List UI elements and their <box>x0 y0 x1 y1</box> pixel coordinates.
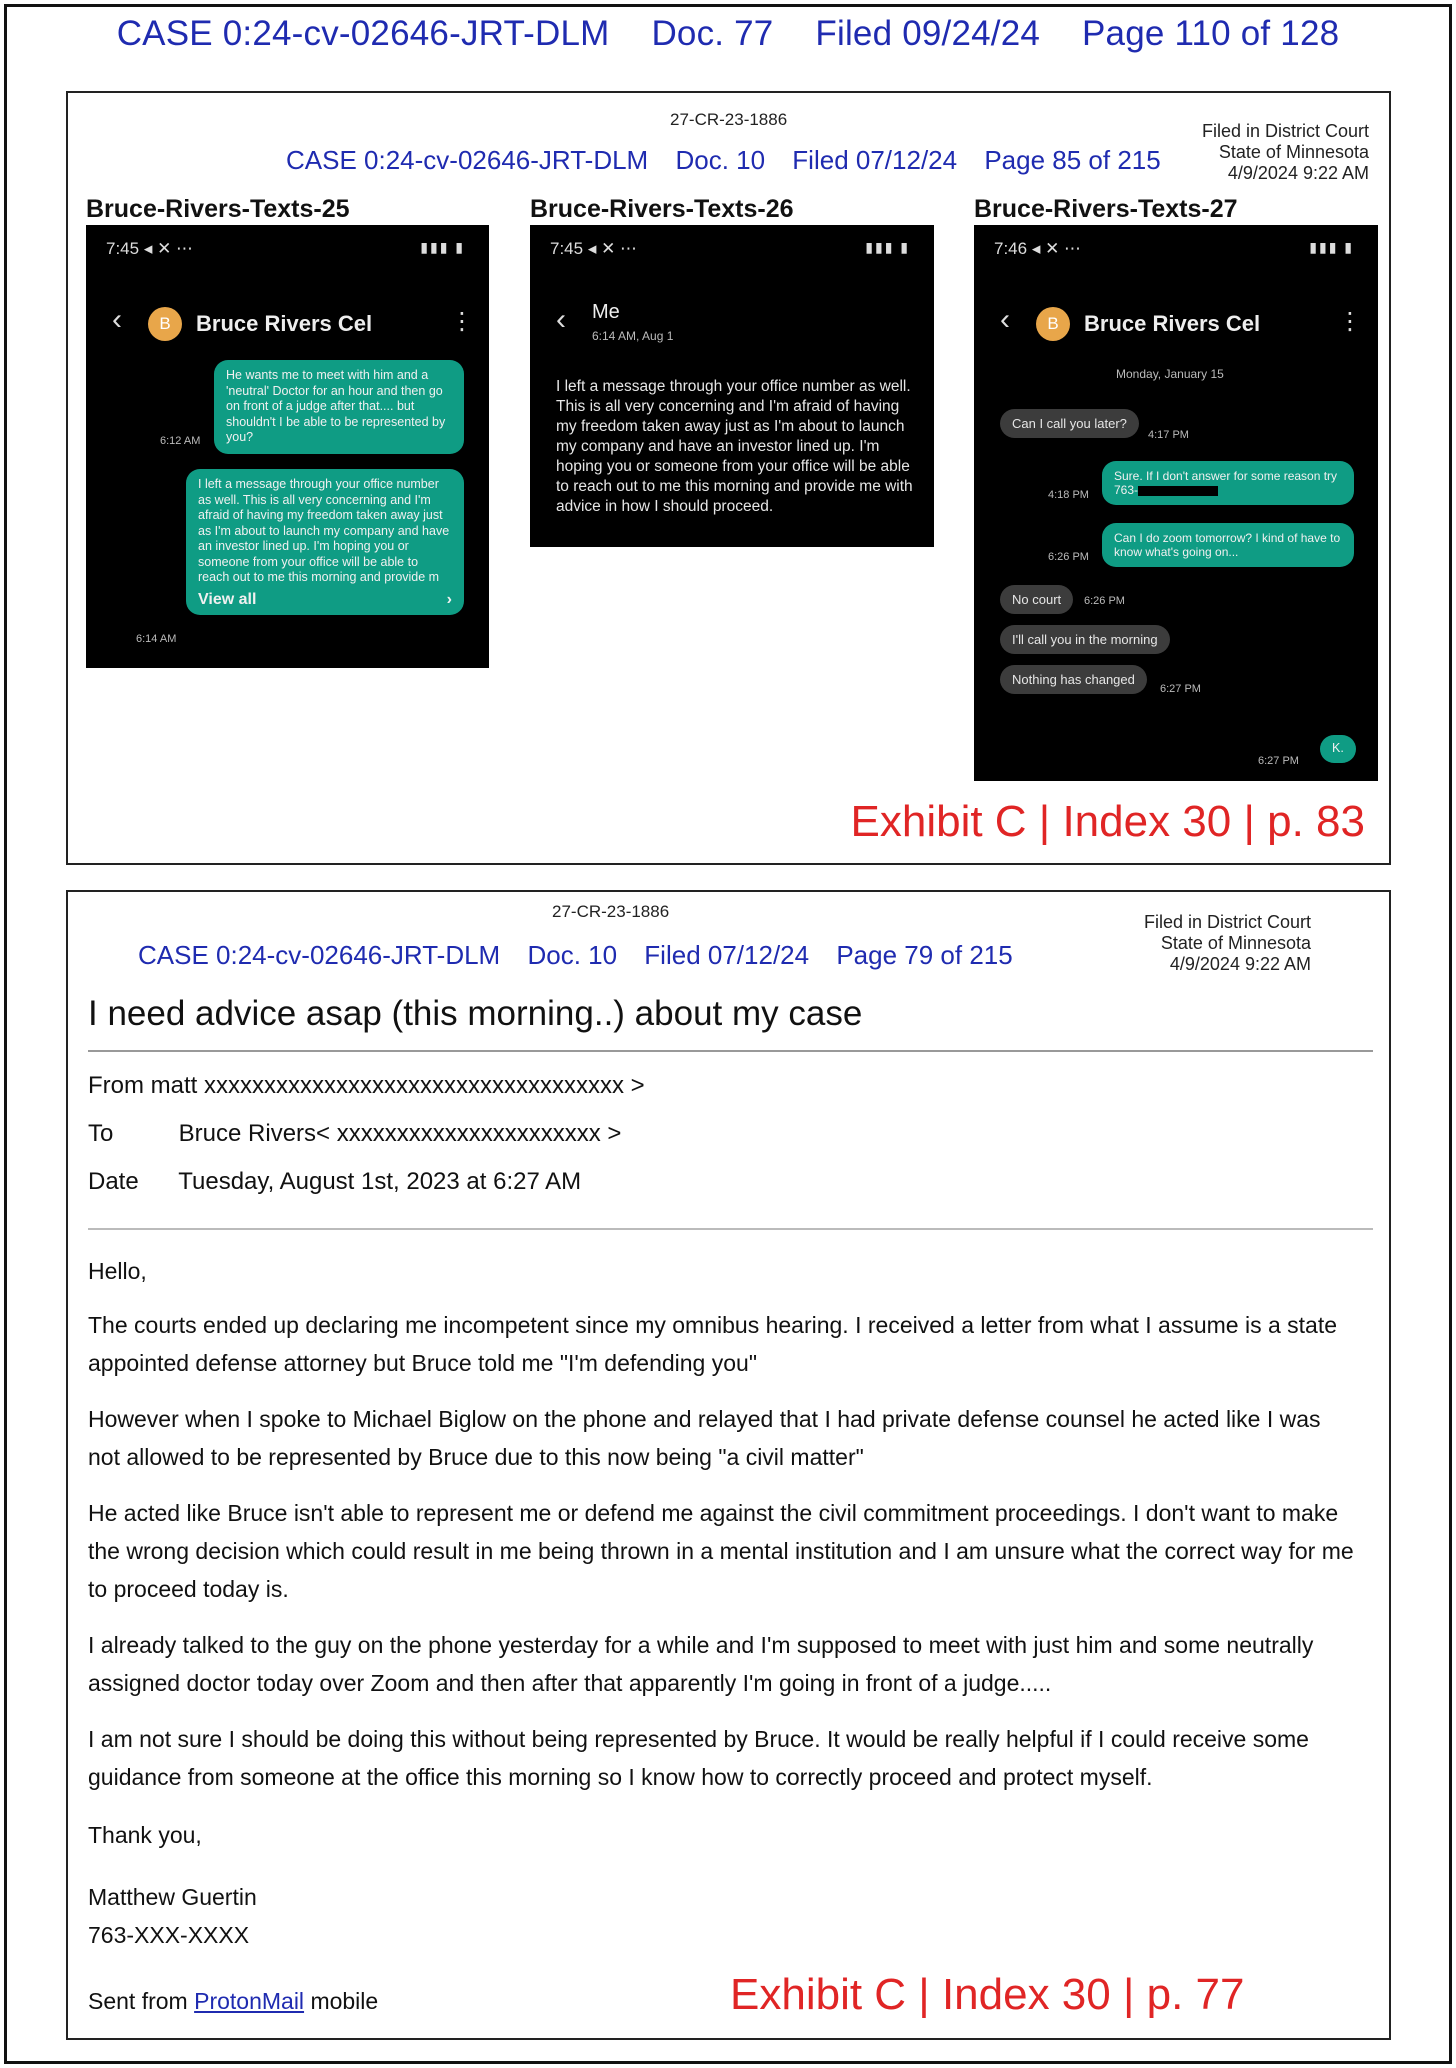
status-signal-icon: ▮▮▮ ▮ <box>1309 239 1354 255</box>
date-divider: Monday, January 15 <box>1116 367 1224 381</box>
sub-filing-header: CASE 0:24-cv-02646-JRT-DLM Doc. 10 Filed 07/12/24 Page 79 of 215 <box>138 940 1013 970</box>
email-from-value: matt xxxxxxxxxxxxxxxxxxxxxxxxxxxxxxxxxxx > <box>150 1072 645 1099</box>
signature-phone: 763-XXX-XXXX <box>88 1922 250 1948</box>
divider <box>88 1228 1373 1230</box>
contact-name: Me <box>592 301 620 323</box>
court-filing-header <box>0 14 1456 54</box>
screenshot-title: Bruce-Rivers-Texts-27 <box>974 195 1238 223</box>
protonmail-link[interactable]: ProtonMail <box>194 1988 305 2014</box>
more-options-icon: ⋮ <box>1338 308 1362 335</box>
phone-screenshot-27 <box>974 225 1378 781</box>
exhibit-panel-email <box>66 890 1391 2040</box>
chevron-right-icon: › <box>446 590 452 608</box>
phone-screenshot-25 <box>86 225 489 668</box>
message-bubble-sent: K. <box>1320 735 1356 763</box>
signature-name: Matthew Guertin <box>88 1884 257 1910</box>
case-number: CASE 0:24-cv-02646-JRT-DLM <box>116 14 610 53</box>
message-timestamp: 6:27 PM <box>1160 683 1201 695</box>
email-paragraph: I am not sure I should be doing this without being represented by Bruce. It would be really helpful if I could receive some guidance from someone at the office this morning so I know how to correctly proceed and protect myself. <box>88 1726 1309 1790</box>
email-paragraph: The courts ended up declaring me incompetent since my omnibus hearing. I received a letter from what I assume is a state appointed defense attorney but Bruce told me "I'm defending you" <box>88 1312 1338 1376</box>
status-time: 7:45 ◂ ✕ ⋯ <box>106 239 194 258</box>
page-number: Page 110 of 128 <box>1081 14 1340 53</box>
exhibit-label: Exhibit C | Index 30 | p. 83 <box>850 797 1365 846</box>
status-time: 7:46 ◂ ✕ ⋯ <box>994 239 1082 258</box>
sub-filing-header: CASE 0:24-cv-02646-JRT-DLM Doc. 10 Filed 07/12/24 Page 85 of 215 <box>286 145 1161 175</box>
divider <box>88 1050 1373 1052</box>
doc-number: Doc. 77 <box>651 14 774 53</box>
avatar: B <box>1036 307 1070 341</box>
message-timestamp: 6:14 AM <box>136 633 177 645</box>
message-timestamp: 6:12 AM <box>160 435 201 447</box>
filed-stamp: Filed in District Court State of Minnesota 4/9/2024 9:22 AM <box>1201 121 1369 183</box>
message-timestamp: 6:26 PM <box>1048 551 1089 563</box>
back-chevron-icon: ‹ <box>1000 303 1010 336</box>
email-paragraph: He acted like Bruce isn't able to represent me or defend me against the civil commitment proceedings. I don't want to make the wrong decision which could result in me being thrown in a mental institution and I am unsure what the correct way for me to proceed today is. <box>88 1500 1354 1602</box>
state-case-number: 27-CR-23-1886 <box>670 110 788 129</box>
filed-stamp: Filed in District Court State of Minnesota 4/9/2024 9:22 AM <box>1143 912 1311 974</box>
email-to-value: Bruce Rivers< xxxxxxxxxxxxxxxxxxxxxx > <box>178 1120 622 1147</box>
view-all-link: View all › <box>198 590 452 608</box>
back-chevron-icon: ‹ <box>112 303 122 336</box>
contact-name: Bruce Rivers Cel <box>196 311 373 336</box>
email-date-value: Tuesday, August 1st, 2023 at 6:27 AM <box>178 1168 582 1195</box>
message-bubble-received: I'll call you in the morning <box>1000 625 1170 654</box>
email-paragraph: However when I spoke to Michael Biglow on the phone and relayed that I had private defense counsel he acted like I was not allowed to be represented by Bruce due to this now being "a civil matter" <box>88 1406 1321 1470</box>
screenshot-title: Bruce-Rivers-Texts-25 <box>86 195 350 223</box>
message-timestamp: 4:18 PM <box>1048 489 1089 501</box>
email-greeting: Hello, <box>88 1258 147 1284</box>
screenshot-title: Bruce-Rivers-Texts-26 <box>530 195 794 223</box>
exhibit-panel-texts <box>66 91 1391 865</box>
filed-date: Filed 09/24/24 <box>815 14 1041 53</box>
message-bubble-received: No court <box>1000 585 1073 614</box>
email-subject: I need advice asap (this morning..) about my case <box>88 994 863 1033</box>
back-chevron-icon: ‹ <box>556 303 566 336</box>
contact-name: Bruce Rivers Cel <box>1084 311 1261 336</box>
message-bubble-sent: Can I do zoom tomorrow? I kind of have to know what's going on... <box>1102 523 1354 567</box>
message-bubble-sent: Sure. If I don't answer for some reason try 763- <box>1102 461 1354 505</box>
message-timestamp: 6:27 PM <box>1258 755 1299 767</box>
message-bubble-sent: He wants me to meet with him and a 'neutral' Doctor for an hour and then go on front of a judge after that.... but shouldn't I be able to be represented by you? <box>214 360 464 454</box>
state-case-number: 27-CR-23-1886 <box>552 902 670 921</box>
email-from-row: From matt xxxxxxxxxxxxxxxxxxxxxxxxxxxxxxxxxxx > <box>88 1072 645 1099</box>
phone-screenshot-26 <box>530 225 934 547</box>
email-to-row: To Bruce Rivers< xxxxxxxxxxxxxxxxxxxxxx > <box>88 1120 622 1147</box>
message-timestamp: 4:17 PM <box>1148 429 1189 441</box>
status-signal-icon: ▮▮▮ ▮ <box>420 239 465 255</box>
status-time: 7:45 ◂ ✕ ⋯ <box>550 239 638 258</box>
redaction-bar <box>1138 486 1218 496</box>
email-paragraph: I already talked to the guy on the phone yesterday for a while and I'm supposed to meet with just him and some neutrally assigned doctor today over Zoom and then after that apparently I'm going in front of a judge..... <box>88 1632 1314 1696</box>
avatar: B <box>148 307 182 341</box>
exhibit-label: Exhibit C | Index 30 | p. 77 <box>730 1970 1245 2019</box>
message-bubble-received: Can I call you later? <box>1000 409 1139 438</box>
sent-from-line: Sent from ProtonMail mobile <box>88 1988 379 2014</box>
message-text: I left a message through your office number as well. This is all very concerning and I'm afraid of having my freedom taken away just as I'm about to launch my company and have an investor lined up. I'm hoping you or someone from your office will be able to reach out to me this morning and provide me with advice in how I should proceed. <box>556 378 913 515</box>
email-date-row: Date Tuesday, August 1st, 2023 at 6:27 AM <box>88 1168 582 1195</box>
more-options-icon: ⋮ <box>450 308 474 335</box>
message-timestamp: 6:26 PM <box>1084 595 1125 607</box>
message-bubble-sent: I left a message through your office number as well. This is all very concerning and I'm afraid of having my freedom taken away just as I'm about to launch my company and have an investor lined up. I'm hoping you or someone from your office will be able to reach out to me this morning and provide m View all › <box>186 469 464 615</box>
message-bubble-received: Nothing has changed <box>1000 665 1147 694</box>
status-signal-icon: ▮▮▮ ▮ <box>865 239 910 255</box>
message-subtitle: 6:14 AM, Aug 1 <box>592 329 674 343</box>
email-closing: Thank you, <box>88 1822 202 1848</box>
